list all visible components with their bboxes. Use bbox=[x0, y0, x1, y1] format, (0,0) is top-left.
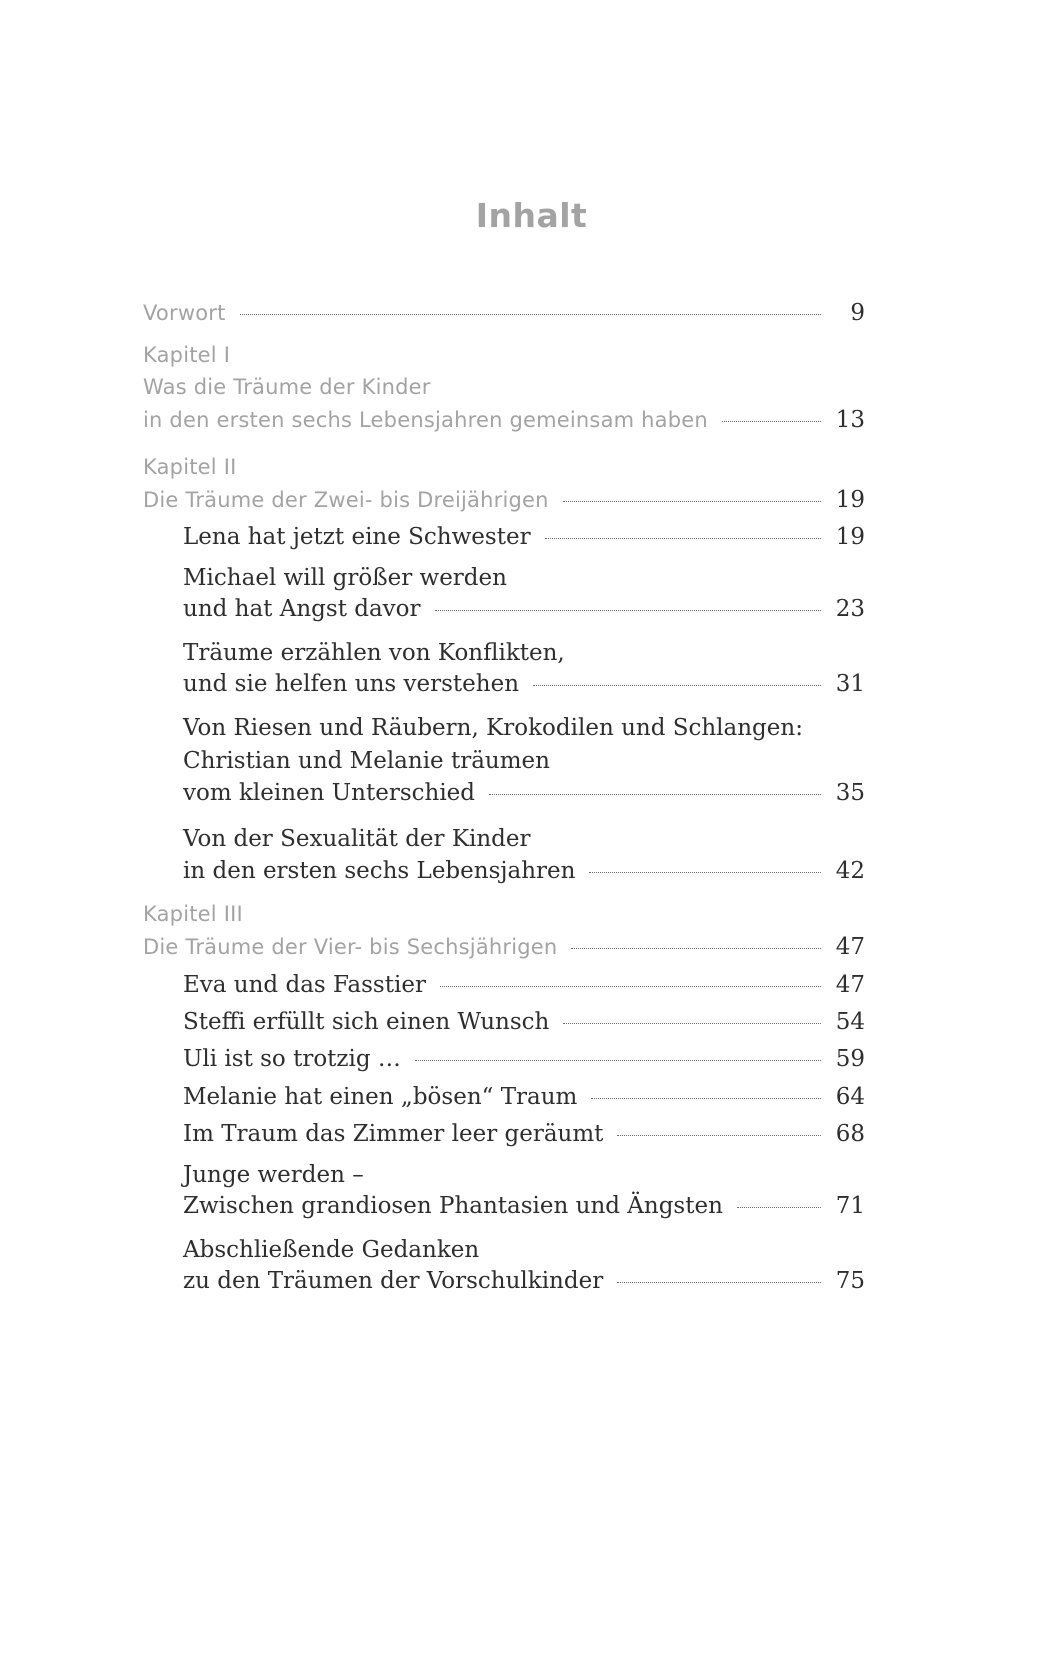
toc-entry-line[interactable] bbox=[183, 1162, 865, 1196]
dot-leader bbox=[617, 1135, 821, 1136]
toc-entry[interactable] bbox=[183, 671, 865, 705]
dot-leader bbox=[240, 314, 821, 315]
toc-entry-line[interactable] bbox=[183, 826, 865, 860]
toc-page-number: 59 bbox=[835, 1046, 865, 1072]
toc-entry-label: und hat Angst davor bbox=[183, 596, 421, 622]
toc-entry-line[interactable] bbox=[183, 748, 865, 782]
toc-entry-label: Uli ist so trotzig … bbox=[183, 1046, 401, 1072]
toc-page-number: 75 bbox=[835, 1268, 865, 1294]
chapter-heading bbox=[143, 902, 865, 936]
chapter-heading bbox=[143, 343, 865, 377]
toc-page-number: 54 bbox=[835, 1009, 865, 1035]
chapter-number: Kapitel III bbox=[143, 902, 243, 926]
toc-page-number: 64 bbox=[835, 1084, 865, 1110]
toc-page-number: 9 bbox=[850, 300, 865, 326]
toc-entry-label: Abschließende Gedanken bbox=[183, 1237, 480, 1263]
toc-entry[interactable] bbox=[183, 1046, 865, 1080]
toc-entry-line[interactable] bbox=[183, 565, 865, 599]
toc-entry-label: Von Riesen und Räubern, Krokodilen und Schlangen: bbox=[183, 715, 803, 741]
dot-leader bbox=[489, 794, 821, 795]
page-title: Inhalt bbox=[475, 196, 588, 235]
toc-entry-label: Steffi erfüllt sich einen Wunsch bbox=[183, 1009, 550, 1035]
toc-entry-label: Zwischen grandiosen Phantasien und Ängsten bbox=[183, 1193, 723, 1219]
toc-entry-label: und sie helfen uns verstehen bbox=[183, 671, 520, 697]
toc-entry[interactable] bbox=[183, 858, 865, 892]
dot-leader bbox=[563, 501, 821, 502]
toc-entry[interactable] bbox=[183, 1121, 865, 1155]
toc-entry-line[interactable] bbox=[183, 715, 865, 749]
toc-page-number: 68 bbox=[835, 1121, 865, 1147]
toc-entry-label: vom kleinen Unterschied bbox=[183, 780, 476, 806]
toc-page-number: 19 bbox=[835, 487, 865, 513]
dot-leader bbox=[589, 872, 821, 873]
toc-entry-line[interactable] bbox=[183, 640, 865, 674]
dot-leader bbox=[545, 538, 821, 539]
toc-page-number: 42 bbox=[835, 858, 865, 884]
toc-entry-label: Junge werden – bbox=[183, 1162, 364, 1188]
toc-page-number: 71 bbox=[835, 1193, 865, 1219]
dot-leader bbox=[563, 1023, 821, 1024]
toc-page-number: 47 bbox=[835, 934, 865, 960]
dot-leader bbox=[591, 1098, 821, 1099]
toc-entry[interactable] bbox=[183, 1084, 865, 1118]
chapter-number: Kapitel II bbox=[143, 455, 237, 479]
toc-entry[interactable] bbox=[183, 780, 865, 814]
toc-entry[interactable] bbox=[183, 1193, 865, 1227]
toc-entry-label: Melanie hat einen „bösen“ Traum bbox=[183, 1084, 578, 1110]
toc-entry[interactable] bbox=[183, 524, 865, 558]
toc-entry-k1[interactable] bbox=[143, 407, 865, 441]
toc-page-number: 31 bbox=[835, 671, 865, 697]
toc-entry-vorwort[interactable] bbox=[143, 300, 865, 334]
toc-entry-label: Im Traum das Zimmer leer geräumt bbox=[183, 1121, 604, 1147]
toc-entry-label: Die Träume der Vier- bis Sechsjährigen bbox=[143, 935, 558, 959]
toc-entry-line[interactable] bbox=[183, 1237, 865, 1271]
toc-page-number: 35 bbox=[835, 780, 865, 806]
toc-entry-label: Eva und das Fasstier bbox=[183, 972, 426, 998]
toc-entry[interactable] bbox=[183, 1268, 865, 1302]
dot-leader bbox=[722, 421, 821, 422]
dot-leader bbox=[533, 685, 821, 686]
toc-entry-label: Von der Sexualität der Kinder bbox=[183, 826, 531, 852]
toc-page-number: 19 bbox=[835, 524, 865, 550]
dot-leader bbox=[435, 610, 821, 611]
toc-entry[interactable] bbox=[183, 972, 865, 1006]
dot-leader bbox=[415, 1060, 821, 1061]
toc-entry-label: Vorwort bbox=[143, 301, 226, 325]
chapter-heading bbox=[143, 455, 865, 489]
toc-entry-label: Was die Träume der Kinder bbox=[143, 375, 431, 399]
toc-entry-line[interactable] bbox=[143, 375, 865, 409]
toc-entry-label: Lena hat jetzt eine Schwester bbox=[183, 524, 531, 550]
toc-entry-label: Christian und Melanie träumen bbox=[183, 748, 550, 774]
toc-page-number: 47 bbox=[835, 972, 865, 998]
toc-entry-label: zu den Träumen der Vorschulkinder bbox=[183, 1268, 604, 1294]
toc-entry-k3[interactable] bbox=[143, 934, 865, 968]
dot-leader bbox=[571, 948, 821, 949]
dot-leader bbox=[440, 986, 821, 987]
dot-leader bbox=[737, 1207, 821, 1208]
toc-entry-label: in den ersten sechs Lebensjahren bbox=[183, 858, 576, 884]
toc-page-number: 23 bbox=[835, 596, 865, 622]
toc-page-number: 13 bbox=[835, 407, 865, 433]
toc-entry-label: Michael will größer werden bbox=[183, 565, 507, 591]
chapter-number: Kapitel I bbox=[143, 343, 231, 367]
toc-entry-label: Die Träume der Zwei- bis Dreijährigen bbox=[143, 488, 549, 512]
toc-entry-label: Träume erzählen von Konflikten, bbox=[183, 640, 565, 666]
toc-entry-label: in den ersten sechs Lebensjahren gemeinsam haben bbox=[143, 408, 708, 432]
toc-entry[interactable] bbox=[183, 1009, 865, 1043]
dot-leader bbox=[617, 1282, 821, 1283]
toc-entry[interactable] bbox=[183, 596, 865, 630]
toc-entry-k2[interactable] bbox=[143, 487, 865, 521]
